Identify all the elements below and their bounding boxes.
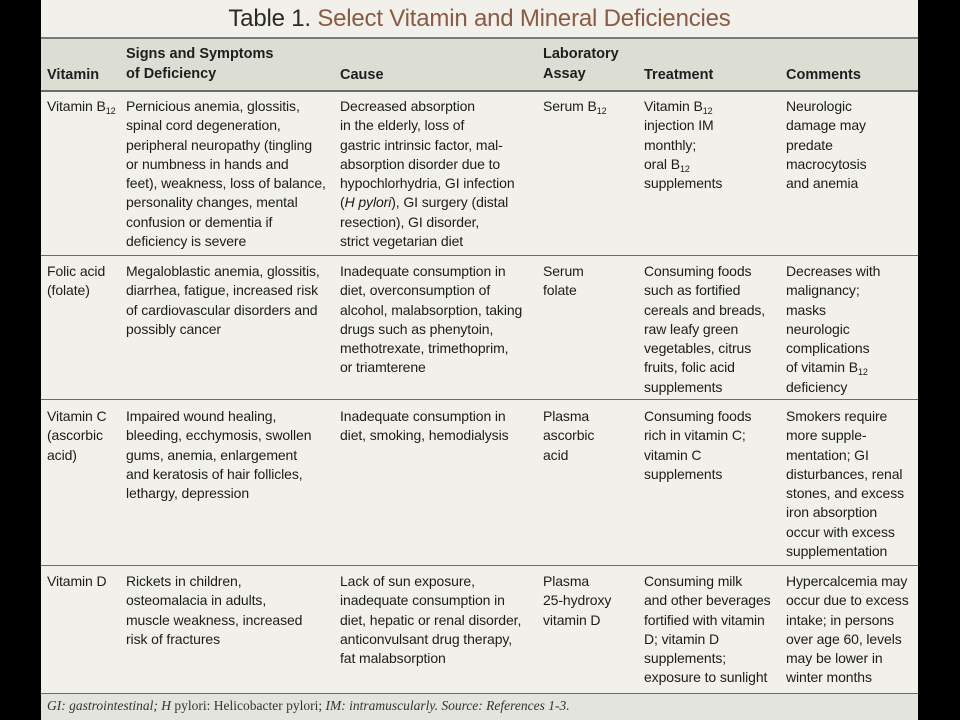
row-vitc-vitamin: Vitamin C (ascorbic acid) [47, 408, 107, 463]
row-vitd-comments: Hypercalcemia may occur due to excess intake; in persons over age 60, levels may be lower in winter months [786, 573, 909, 686]
row-vitc-comments: Smokers require more supple- mentation; GI disturbances, renal stones, and excess iron absorption occur with excess supplementation [786, 408, 905, 560]
row-vitc-signs: Impaired wound healing, bleeding, ecchymosis, swollen gums, anemia, enlargement and keratosis of hair follicles, lethargy, depression [126, 408, 312, 502]
row-vitd-signs: Rickets in children, osteomalacia in adults, muscle weakness, increased risk of fractures [126, 573, 303, 647]
header-vitamin: Vitamin [47, 67, 100, 83]
row-b12-assay: Serum $B_{12}$ [543, 98, 607, 116]
table-footnote: GI: gastrointestinal; H pylori: Helicobacter pylori; IM: intramuscularly. Source: References 1-3. [47, 698, 570, 713]
row-folate-comments: Decreases with malignancy; masks neurologic complications of vitamin $B_{12}$ deficiency [786, 263, 881, 395]
header-cause: Cause [340, 67, 384, 83]
header-signs-line: of Deficiency [126, 66, 217, 82]
header-treatment: Treatment [644, 67, 714, 83]
row-b12-treatment: Vitamin $B_{12}$ injection IM monthly; oral $B_{12}$ supplements [644, 98, 723, 192]
row-folate-treatment: Consuming foods such as fortified cereals and breads, raw leafy green vegetables, citrus fruits, folic acid supplements [644, 263, 766, 395]
header-signs-line: Signs and Symptoms [126, 46, 274, 62]
row-folate-cause: Inadequate consumption in diet, overconsumption of alcohol, malabsorption, taking drugs such as phenytoin, methotrexate, trimethoprim, or triamterene [340, 263, 523, 376]
header-assay [543, 44, 619, 84]
row-folate-signs: Megaloblastic anemia, glossitis, diarrhea, fatigue, increased risk of cardiovascular disorders and possibly cancer [126, 263, 320, 337]
row-vitc-treatment: Consuming foods rich in vitamin C; vitamin C supplements [644, 408, 752, 482]
document-page [41, 0, 918, 720]
header-signs [126, 44, 273, 84]
row-folate-assay: Serum folate [543, 263, 584, 299]
row-vitd-assay: Plasma 25-hydroxy vitamin D [543, 573, 612, 628]
header-comments: Comments [786, 67, 861, 83]
row-b12-signs: Pernicious anemia, glossitis, spinal cord degeneration, peripheral neuropathy (tingling or numbness in hands and feet), weakness, loss of balance, personality changes, mental confusion or dementia if deficiency is severe [126, 98, 326, 250]
header-assay-line: Assay [543, 66, 586, 82]
table-title [41, 0, 918, 37]
row-divider [41, 255, 918, 256]
row-divider [41, 565, 918, 566]
table-name: Select Vitamin and Mineral Deficiencies [317, 5, 731, 32]
header-assay-line: Laboratory [543, 46, 619, 62]
row-divider [41, 399, 918, 400]
header-rule [41, 90, 918, 92]
row-vitc-assay: Plasma ascorbic acid [543, 408, 595, 463]
row-b12-comments: Neurologic damage may predate macrocytosis and anemia [786, 98, 867, 192]
row-vitc-cause: Inadequate consumption in diet, smoking, hemodialysis [340, 408, 509, 444]
table-number: Table 1. [228, 5, 311, 32]
row-vitd-cause: Lack of sun exposure, inadequate consumption in diet, hepatic or renal disorder, anticonvulsant drug therapy, fat malabsorption [340, 573, 522, 667]
row-vitd-treatment: Consuming milk and other beverages fortified with vitamin D; vitamin D supplements; exposure to sunlight [644, 573, 771, 686]
row-b12-cause: Decreased absorption in the elderly, loss of gastric intrinsic factor, mal- absorption disorder due to hypochlorhydria, GI infection (H pylori), GI surgery (distal resection), GI disorder, strict vegetarian diet [340, 98, 515, 250]
row-b12-vitamin: Vitamin $B_{12}$ [47, 98, 116, 116]
row-vitd-vitamin: Vitamin D [47, 573, 107, 589]
row-folate-vitamin: Folic acid (folate) [47, 263, 106, 299]
